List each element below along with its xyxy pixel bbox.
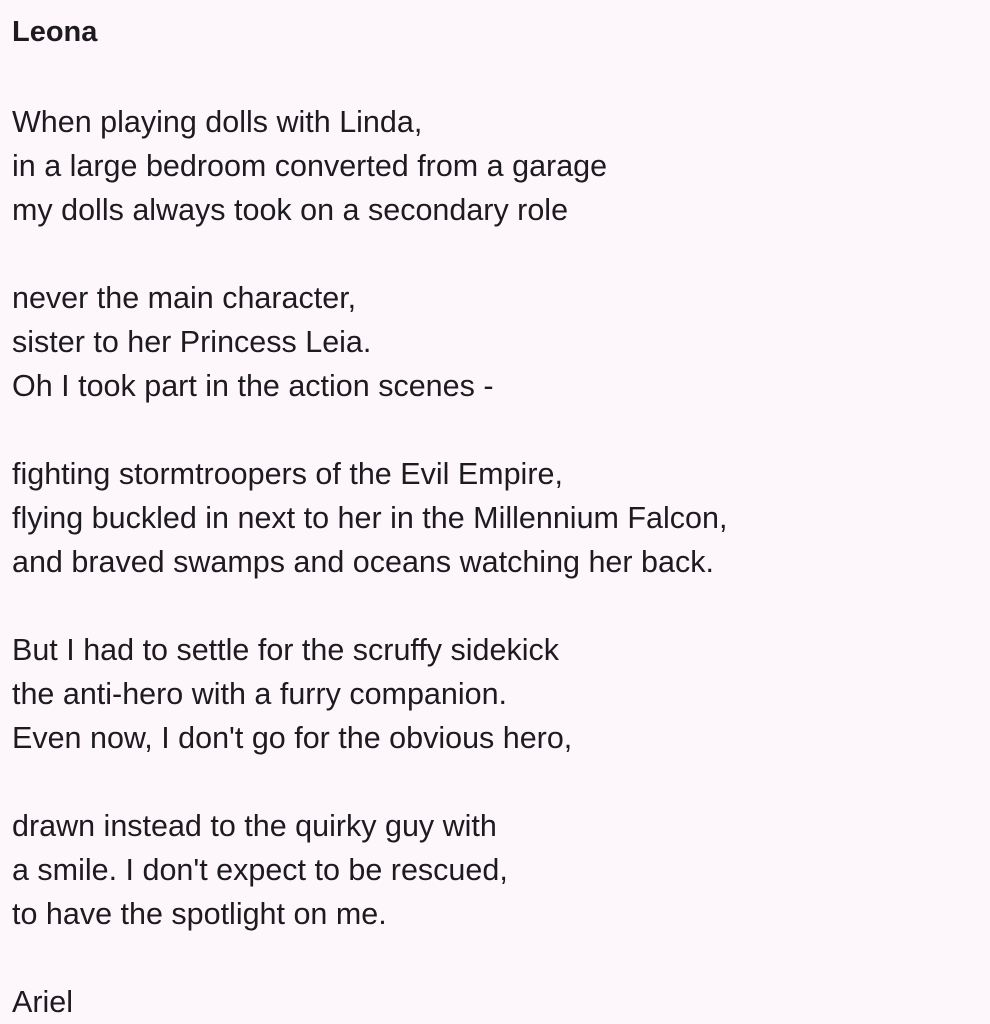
poem-author: Ariel xyxy=(12,985,74,1019)
stanza-line: drawn instead to the quirky guy with xyxy=(12,809,497,843)
stanza-line: sister to her Princess Leia. xyxy=(12,325,372,359)
stanza-line: in a large bedroom converted from a garage xyxy=(12,149,608,183)
stanza-2 xyxy=(12,276,493,408)
stanza-line: and braved swamps and oceans watching her back. xyxy=(12,545,714,579)
stanza-line: the anti-hero with a furry companion. xyxy=(12,677,508,711)
stanza-line: my dolls always took on a secondary role xyxy=(12,193,569,227)
stanza-line: Oh I took part in the action scenes - xyxy=(12,369,494,403)
stanza-line: fighting stormtroopers of the Evil Empire, xyxy=(12,457,563,491)
stanza-line: never the main character, xyxy=(12,281,357,315)
stanza-line: Even now, I don't go for the obvious hero, xyxy=(12,721,573,755)
stanza-line: But I had to settle for the scruffy sidekick xyxy=(12,633,560,667)
poem-title: Leona xyxy=(12,16,98,48)
stanza-line: flying buckled in next to her in the Millennium Falcon, xyxy=(12,501,728,535)
stanza-line: to have the spotlight on me. xyxy=(12,897,387,931)
stanza-3 xyxy=(12,452,727,584)
stanza-line: When playing dolls with Linda, xyxy=(12,105,423,139)
stanza-line: a smile. I don't expect to be rescued, xyxy=(12,853,508,887)
stanza-4 xyxy=(12,628,572,760)
stanza-1 xyxy=(12,100,607,232)
stanza-5 xyxy=(12,804,508,936)
